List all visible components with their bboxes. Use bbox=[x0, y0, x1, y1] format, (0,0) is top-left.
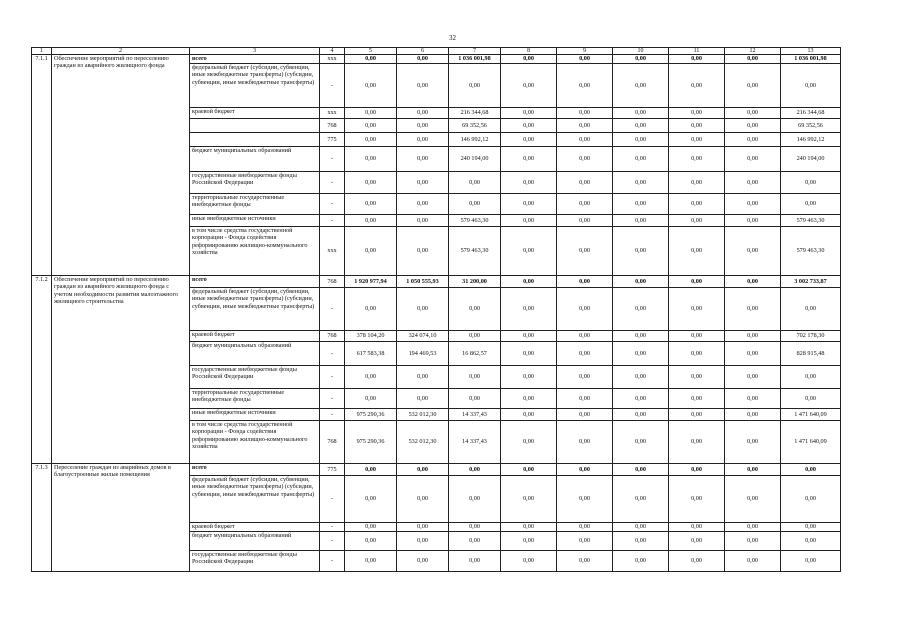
amount-cell: 0,00 bbox=[345, 227, 397, 276]
amount-cell: 0,00 bbox=[397, 476, 449, 523]
amount-cell: 0,00 bbox=[669, 476, 725, 523]
amount-cell: 0,00 bbox=[613, 409, 669, 421]
amount-cell: 69 352,56 bbox=[449, 119, 501, 133]
amount-cell: 0,00 bbox=[501, 108, 557, 119]
amount-cell: 0,00 bbox=[345, 108, 397, 119]
funding-source: государственные внебюджетные фонды Российской Федерации bbox=[190, 551, 320, 572]
funding-source: всего bbox=[190, 55, 320, 64]
amount-cell: 0,00 bbox=[557, 55, 613, 64]
amount-cell: 0,00 bbox=[557, 551, 613, 572]
amount-cell: 0,00 bbox=[501, 133, 557, 147]
funding-source: краевой бюджет bbox=[190, 331, 320, 342]
amount-cell: 0,00 bbox=[725, 476, 781, 523]
amount-cell: 0,00 bbox=[397, 194, 449, 215]
budget-code: - bbox=[320, 366, 345, 389]
amount-cell: 0,00 bbox=[501, 389, 557, 409]
amount-cell: 146 992,12 bbox=[781, 133, 841, 147]
amount-cell: 579 463,30 bbox=[781, 215, 841, 227]
amount-cell: 0,00 bbox=[557, 523, 613, 532]
amount-cell: 0,00 bbox=[613, 64, 669, 108]
amount-cell: 0,00 bbox=[345, 366, 397, 389]
amount-cell: 1 920 977,94 bbox=[345, 276, 397, 288]
section-title: Обеспечение мероприятий по переселению граждан из аварийного жилищного фонда с учетом необходимости развития малоэтажного жилищного строительства bbox=[52, 276, 190, 464]
funding-source: краевой бюджет bbox=[190, 108, 320, 119]
amount-cell: 216 344,68 bbox=[781, 108, 841, 119]
amount-cell: 0,00 bbox=[397, 523, 449, 532]
amount-cell: 975 290,36 bbox=[345, 409, 397, 421]
amount-cell: 0,00 bbox=[725, 389, 781, 409]
amount-cell: 0,00 bbox=[345, 476, 397, 523]
amount-cell: 0,00 bbox=[613, 342, 669, 366]
budget-code: - bbox=[320, 409, 345, 421]
amount-cell: 0,00 bbox=[397, 108, 449, 119]
amount-cell: 0,00 bbox=[557, 331, 613, 342]
amount-cell: 0,00 bbox=[613, 55, 669, 64]
budget-code: - bbox=[320, 288, 345, 331]
amount-cell: 0,00 bbox=[613, 276, 669, 288]
amount-cell: 532 012,30 bbox=[397, 421, 449, 464]
amount-cell: 0,00 bbox=[669, 409, 725, 421]
budget-code: - bbox=[320, 172, 345, 194]
amount-cell: 378 104,20 bbox=[345, 331, 397, 342]
section-title: Обеспечение мероприятий по переселению граждан из аварийного жилищного фонда bbox=[52, 55, 190, 276]
amount-cell: 0,00 bbox=[557, 172, 613, 194]
column-number-5: 5 bbox=[345, 48, 397, 55]
table-row bbox=[32, 55, 841, 64]
amount-cell: 0,00 bbox=[669, 227, 725, 276]
funding-source: территориальные государственные внебюджетные фонды bbox=[190, 389, 320, 409]
amount-cell: 0,00 bbox=[781, 389, 841, 409]
amount-cell: 0,00 bbox=[557, 464, 613, 476]
amount-cell: 0,00 bbox=[397, 119, 449, 133]
budget-code: ххх bbox=[320, 55, 345, 64]
funding-source: бюджет муниципальных образований bbox=[190, 532, 320, 551]
amount-cell: 0,00 bbox=[397, 215, 449, 227]
amount-cell: 0,00 bbox=[501, 172, 557, 194]
amount-cell: 0,00 bbox=[501, 551, 557, 572]
amount-cell: 0,00 bbox=[669, 421, 725, 464]
amount-cell: 0,00 bbox=[557, 276, 613, 288]
column-number-9: 9 bbox=[557, 48, 613, 55]
amount-cell: 0,00 bbox=[501, 64, 557, 108]
amount-cell: 579 463,30 bbox=[449, 215, 501, 227]
funding-source bbox=[190, 133, 320, 147]
amount-cell: 0,00 bbox=[725, 421, 781, 464]
amount-cell: 0,00 bbox=[725, 532, 781, 551]
column-number-3: 3 bbox=[190, 48, 320, 55]
amount-cell: 0,00 bbox=[669, 276, 725, 288]
amount-cell: 16 862,57 bbox=[449, 342, 501, 366]
amount-cell: 0,00 bbox=[725, 194, 781, 215]
amount-cell: 0,00 bbox=[557, 119, 613, 133]
amount-cell: 0,00 bbox=[345, 523, 397, 532]
amount-cell: 0,00 bbox=[725, 172, 781, 194]
amount-cell: 0,00 bbox=[449, 464, 501, 476]
funding-source: территориальные государственные внебюджетные фонды bbox=[190, 194, 320, 215]
amount-cell: 0,00 bbox=[397, 532, 449, 551]
funding-source bbox=[190, 119, 320, 133]
budget-code: - bbox=[320, 342, 345, 366]
amount-cell: 0,00 bbox=[613, 523, 669, 532]
funding-source: федеральный бюджет (субсидии, субвенции, иные межбюджетные трансферты) (субсидии, субвенции, иные межбюджетные трансферты) bbox=[190, 64, 320, 108]
amount-cell: 0,00 bbox=[557, 476, 613, 523]
amount-cell: 0,00 bbox=[781, 64, 841, 108]
section-title: Переселение граждан из аварийных домов в благоустроенные жилые помещения bbox=[52, 464, 190, 572]
amount-cell: 0,00 bbox=[725, 276, 781, 288]
amount-cell: 0,00 bbox=[669, 523, 725, 532]
column-number-7: 7 bbox=[449, 48, 501, 55]
table-row bbox=[32, 276, 841, 288]
amount-cell: 0,00 bbox=[345, 133, 397, 147]
amount-cell: 0,00 bbox=[345, 64, 397, 108]
amount-cell: 0,00 bbox=[613, 108, 669, 119]
amount-cell: 0,00 bbox=[725, 108, 781, 119]
amount-cell: 0,00 bbox=[345, 147, 397, 172]
amount-cell: 532 012,30 bbox=[397, 409, 449, 421]
funding-source: бюджет муниципальных образований bbox=[190, 342, 320, 366]
amount-cell: 0,00 bbox=[781, 551, 841, 572]
amount-cell: 0,00 bbox=[613, 119, 669, 133]
budget-table bbox=[31, 47, 841, 572]
amount-cell: 0,00 bbox=[725, 55, 781, 64]
page-number: 32 bbox=[449, 34, 456, 42]
amount-cell: 324 074,10 bbox=[397, 331, 449, 342]
amount-cell: 0,00 bbox=[613, 288, 669, 331]
amount-cell: 0,00 bbox=[449, 288, 501, 331]
amount-cell: 0,00 bbox=[345, 551, 397, 572]
amount-cell: 0,00 bbox=[669, 551, 725, 572]
amount-cell: 0,00 bbox=[449, 532, 501, 551]
amount-cell: 0,00 bbox=[725, 288, 781, 331]
amount-cell: 0,00 bbox=[781, 532, 841, 551]
amount-cell: 0,00 bbox=[725, 331, 781, 342]
budget-code: ххх bbox=[320, 227, 345, 276]
funding-source: всего bbox=[190, 276, 320, 288]
amount-cell: 828 915,48 bbox=[781, 342, 841, 366]
amount-cell: 0,00 bbox=[781, 172, 841, 194]
budget-code: 768 bbox=[320, 421, 345, 464]
amount-cell: 0,00 bbox=[781, 464, 841, 476]
amount-cell: 0,00 bbox=[725, 133, 781, 147]
amount-cell: 0,00 bbox=[669, 194, 725, 215]
amount-cell: 0,00 bbox=[501, 194, 557, 215]
amount-cell: 1 036 001,98 bbox=[449, 55, 501, 64]
table-row bbox=[32, 464, 841, 476]
amount-cell: 0,00 bbox=[613, 227, 669, 276]
amount-cell: 0,00 bbox=[725, 119, 781, 133]
funding-source: иные внебюджетные источники bbox=[190, 215, 320, 227]
amount-cell: 0,00 bbox=[501, 523, 557, 532]
amount-cell: 0,00 bbox=[669, 389, 725, 409]
amount-cell: 0,00 bbox=[613, 331, 669, 342]
amount-cell: 0,00 bbox=[449, 523, 501, 532]
budget-code: - bbox=[320, 64, 345, 108]
budget-code: 775 bbox=[320, 133, 345, 147]
amount-cell: 0,00 bbox=[501, 215, 557, 227]
amount-cell: 0,00 bbox=[345, 194, 397, 215]
amount-cell: 0,00 bbox=[557, 215, 613, 227]
amount-cell: 0,00 bbox=[669, 133, 725, 147]
budget-code: 768 bbox=[320, 331, 345, 342]
funding-source: бюджет муниципальных образований bbox=[190, 147, 320, 172]
budget-code: - bbox=[320, 551, 345, 572]
column-number-13: 13 bbox=[781, 48, 841, 55]
section-number: 7.1.2 bbox=[32, 276, 52, 464]
amount-cell: 0,00 bbox=[781, 288, 841, 331]
amount-cell: 216 344,68 bbox=[449, 108, 501, 119]
amount-cell: 0,00 bbox=[345, 464, 397, 476]
amount-cell: 0,00 bbox=[397, 464, 449, 476]
amount-cell: 1 471 640,09 bbox=[781, 421, 841, 464]
amount-cell: 0,00 bbox=[613, 532, 669, 551]
amount-cell: 0,00 bbox=[345, 288, 397, 331]
amount-cell: 0,00 bbox=[449, 64, 501, 108]
amount-cell: 0,00 bbox=[669, 55, 725, 64]
amount-cell: 0,00 bbox=[613, 133, 669, 147]
amount-cell: 0,00 bbox=[345, 215, 397, 227]
amount-cell: 0,00 bbox=[669, 366, 725, 389]
header-row bbox=[32, 48, 841, 55]
amount-cell: 0,00 bbox=[669, 464, 725, 476]
funding-source: в том числе средства государственной корпорации - Фонда содействия реформированию жилищно-коммунального хозяйства bbox=[190, 227, 320, 276]
amount-cell: 0,00 bbox=[725, 342, 781, 366]
column-number-10: 10 bbox=[613, 48, 669, 55]
amount-cell: 0,00 bbox=[725, 409, 781, 421]
column-number-8: 8 bbox=[501, 48, 557, 55]
column-number-12: 12 bbox=[725, 48, 781, 55]
amount-cell: 0,00 bbox=[781, 523, 841, 532]
amount-cell: 0,00 bbox=[669, 64, 725, 108]
amount-cell: 0,00 bbox=[613, 194, 669, 215]
amount-cell: 0,00 bbox=[557, 389, 613, 409]
amount-cell: 146 992,12 bbox=[449, 133, 501, 147]
amount-cell: 0,00 bbox=[397, 147, 449, 172]
amount-cell: 0,00 bbox=[501, 476, 557, 523]
budget-code: - bbox=[320, 476, 345, 523]
amount-cell: 0,00 bbox=[669, 172, 725, 194]
amount-cell: 0,00 bbox=[725, 215, 781, 227]
amount-cell: 0,00 bbox=[725, 523, 781, 532]
budget-code: - bbox=[320, 194, 345, 215]
amount-cell: 0,00 bbox=[557, 342, 613, 366]
amount-cell: 0,00 bbox=[501, 409, 557, 421]
amount-cell: 0,00 bbox=[557, 421, 613, 464]
column-number-6: 6 bbox=[397, 48, 449, 55]
amount-cell: 0,00 bbox=[613, 366, 669, 389]
budget-code: - bbox=[320, 532, 345, 551]
amount-cell: 0,00 bbox=[501, 276, 557, 288]
amount-cell: 0,00 bbox=[669, 119, 725, 133]
amount-cell: 0,00 bbox=[397, 55, 449, 64]
funding-source: иные внебюджетные источники bbox=[190, 409, 320, 421]
budget-code: 775 bbox=[320, 464, 345, 476]
funding-source: в том числе средства государственной корпорации - Фонда содействия реформированию жилищно-коммунального хозяйства bbox=[190, 421, 320, 464]
amount-cell: 0,00 bbox=[397, 551, 449, 572]
amount-cell: 0,00 bbox=[501, 532, 557, 551]
amount-cell: 1 471 640,09 bbox=[781, 409, 841, 421]
amount-cell: 0,00 bbox=[557, 409, 613, 421]
amount-cell: 14 337,43 bbox=[449, 409, 501, 421]
amount-cell: 0,00 bbox=[669, 331, 725, 342]
funding-source: всего bbox=[190, 464, 320, 476]
amount-cell: 0,00 bbox=[557, 366, 613, 389]
column-number-11: 11 bbox=[669, 48, 725, 55]
budget-code: - bbox=[320, 389, 345, 409]
amount-cell: 1 036 001,98 bbox=[781, 55, 841, 64]
amount-cell: 0,00 bbox=[501, 147, 557, 172]
amount-cell: 0,00 bbox=[345, 55, 397, 64]
amount-cell: 0,00 bbox=[557, 194, 613, 215]
budget-code: ххх bbox=[320, 108, 345, 119]
amount-cell: 0,00 bbox=[449, 389, 501, 409]
amount-cell: 14 337,43 bbox=[449, 421, 501, 464]
amount-cell: 3 002 733,87 bbox=[781, 276, 841, 288]
amount-cell: 0,00 bbox=[345, 172, 397, 194]
budget-code: - bbox=[320, 147, 345, 172]
amount-cell: 0,00 bbox=[397, 389, 449, 409]
amount-cell: 240 194,00 bbox=[449, 147, 501, 172]
amount-cell: 0,00 bbox=[397, 172, 449, 194]
amount-cell: 0,00 bbox=[613, 464, 669, 476]
amount-cell: 0,00 bbox=[449, 551, 501, 572]
amount-cell: 1 050 555,93 bbox=[397, 276, 449, 288]
amount-cell: 0,00 bbox=[501, 366, 557, 389]
amount-cell: 69 352,56 bbox=[781, 119, 841, 133]
amount-cell: 0,00 bbox=[501, 331, 557, 342]
section-number: 7.1.1 bbox=[32, 55, 52, 276]
amount-cell: 0,00 bbox=[345, 119, 397, 133]
amount-cell: 0,00 bbox=[781, 366, 841, 389]
amount-cell: 579 463,30 bbox=[449, 227, 501, 276]
column-number-1: 1 bbox=[32, 48, 52, 55]
amount-cell: 0,00 bbox=[725, 64, 781, 108]
amount-cell: 702 178,30 bbox=[781, 331, 841, 342]
amount-cell: 0,00 bbox=[501, 119, 557, 133]
amount-cell: 0,00 bbox=[669, 147, 725, 172]
amount-cell: 0,00 bbox=[613, 172, 669, 194]
amount-cell: 0,00 bbox=[725, 227, 781, 276]
amount-cell: 0,00 bbox=[725, 366, 781, 389]
amount-cell: 0,00 bbox=[613, 215, 669, 227]
amount-cell: 0,00 bbox=[557, 227, 613, 276]
amount-cell: 0,00 bbox=[449, 476, 501, 523]
amount-cell: 0,00 bbox=[781, 476, 841, 523]
amount-cell: 0,00 bbox=[449, 366, 501, 389]
amount-cell: 0,00 bbox=[613, 551, 669, 572]
budget-code: 768 bbox=[320, 276, 345, 288]
amount-cell: 0,00 bbox=[449, 194, 501, 215]
amount-cell: 0,00 bbox=[669, 288, 725, 331]
amount-cell: 240 194,00 bbox=[781, 147, 841, 172]
amount-cell: 975 290,36 bbox=[345, 421, 397, 464]
funding-source: федеральный бюджет (субсидии, субвенции, иные межбюджетные трансферты) (субсидии, субвенции, иные межбюджетные трансферты) bbox=[190, 288, 320, 331]
column-number-4: 4 bbox=[320, 48, 345, 55]
amount-cell: 0,00 bbox=[345, 532, 397, 551]
amount-cell: 0,00 bbox=[725, 147, 781, 172]
amount-cell: 0,00 bbox=[557, 532, 613, 551]
amount-cell: 0,00 bbox=[557, 133, 613, 147]
amount-cell: 0,00 bbox=[725, 551, 781, 572]
amount-cell: 0,00 bbox=[613, 421, 669, 464]
funding-source: краевой бюджет bbox=[190, 523, 320, 532]
amount-cell: 0,00 bbox=[397, 227, 449, 276]
budget-code: - bbox=[320, 215, 345, 227]
amount-cell: 31 200,00 bbox=[449, 276, 501, 288]
amount-cell: 0,00 bbox=[501, 342, 557, 366]
column-number-2: 2 bbox=[52, 48, 190, 55]
amount-cell: 0,00 bbox=[557, 64, 613, 108]
amount-cell: 0,00 bbox=[669, 342, 725, 366]
amount-cell: 579 463,30 bbox=[781, 227, 841, 276]
amount-cell: 0,00 bbox=[669, 108, 725, 119]
budget-code: - bbox=[320, 523, 345, 532]
amount-cell: 0,00 bbox=[669, 532, 725, 551]
amount-cell: 0,00 bbox=[501, 55, 557, 64]
amount-cell: 0,00 bbox=[613, 476, 669, 523]
amount-cell: 0,00 bbox=[781, 194, 841, 215]
amount-cell: 0,00 bbox=[557, 108, 613, 119]
amount-cell: 0,00 bbox=[669, 215, 725, 227]
amount-cell: 194 469,53 bbox=[397, 342, 449, 366]
funding-source: государственные внебюджетные фонды Российской Федерации bbox=[190, 172, 320, 194]
amount-cell: 0,00 bbox=[613, 389, 669, 409]
amount-cell: 0,00 bbox=[449, 172, 501, 194]
amount-cell: 0,00 bbox=[449, 331, 501, 342]
amount-cell: 0,00 bbox=[501, 421, 557, 464]
section-number: 7.1.3 bbox=[32, 464, 52, 572]
funding-source: федеральный бюджет (субсидии, субвенции, иные межбюджетные трансферты) (субсидии, субвенции, иные межбюджетные трансферты) bbox=[190, 476, 320, 523]
amount-cell: 0,00 bbox=[501, 288, 557, 331]
funding-source: государственные внебюджетные фонды Российской Федерации bbox=[190, 366, 320, 389]
amount-cell: 0,00 bbox=[345, 389, 397, 409]
amount-cell: 617 583,38 bbox=[345, 342, 397, 366]
amount-cell: 0,00 bbox=[557, 288, 613, 331]
budget-code: 768 bbox=[320, 119, 345, 133]
amount-cell: 0,00 bbox=[397, 366, 449, 389]
amount-cell: 0,00 bbox=[397, 64, 449, 108]
amount-cell: 0,00 bbox=[501, 227, 557, 276]
amount-cell: 0,00 bbox=[397, 133, 449, 147]
amount-cell: 0,00 bbox=[725, 464, 781, 476]
amount-cell: 0,00 bbox=[613, 147, 669, 172]
amount-cell: 0,00 bbox=[501, 464, 557, 476]
amount-cell: 0,00 bbox=[557, 147, 613, 172]
amount-cell: 0,00 bbox=[397, 288, 449, 331]
